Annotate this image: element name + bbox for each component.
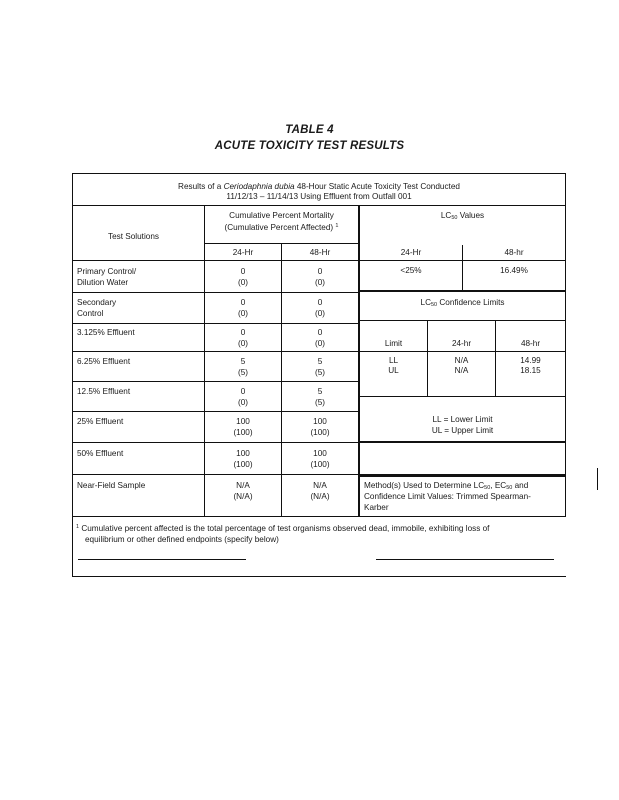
- affected-24hr: (0): [237, 309, 248, 318]
- method-line-2: Confidence Limit Values: Trimmed Spearman-: [364, 492, 531, 501]
- conf-limit-header: Limit: [384, 339, 403, 348]
- mortality-48hr: 100: [313, 417, 327, 426]
- mortality-24hr: 0: [240, 387, 246, 396]
- table-title: ACUTE TOXICITY TEST RESULTS: [214, 140, 405, 152]
- row-line-8: [72, 516, 566, 517]
- mortality-24hr: 100: [236, 417, 250, 426]
- row-label: Near-Field Sample: [77, 481, 146, 490]
- row-line-5: [72, 411, 359, 412]
- conf-values-line: [359, 396, 566, 397]
- conf-48hr-header: 48-hr: [520, 339, 541, 348]
- affected-24hr: (0): [237, 278, 248, 287]
- affected-48hr: (100): [310, 428, 330, 437]
- row-line-1: [72, 292, 359, 293]
- lc-bottom-thick: [358, 290, 566, 292]
- row-label-2: Control: [77, 309, 104, 318]
- row-line-2: [72, 323, 359, 324]
- mortality-48hr: 0: [317, 298, 323, 307]
- lc50-values-header: $LC_{50}$ Values: [440, 211, 485, 221]
- row-label: Primary Control/: [77, 267, 137, 276]
- header-line-2: 11/12/13 – 11/14/13 Using Effluent from Outfall 001: [226, 192, 412, 201]
- conf-ll-24hr: N/A: [454, 356, 469, 365]
- affected-48hr: (0): [314, 309, 325, 318]
- conf-ll-label: LL: [388, 356, 399, 365]
- affected-24hr: (0): [237, 398, 248, 407]
- conf-ul-label: UL: [388, 366, 399, 375]
- affected-48hr: (100): [310, 460, 330, 469]
- legend-upper-limit: UL = Upper Limit: [431, 426, 494, 435]
- row-line-6: [72, 442, 359, 443]
- affected-48hr: (0): [314, 339, 325, 348]
- legend-lower-limit: LL = Lower Limit: [432, 415, 493, 424]
- conf-header-line: [358, 351, 566, 352]
- row-line-4: [72, 381, 359, 382]
- mortality-24hr-header: 24-Hr: [232, 248, 254, 257]
- mortality-header-1: Cumulative Percent Mortality: [229, 211, 334, 220]
- lc50-24hr-header: 24-Hr: [400, 248, 422, 257]
- mortality-24hr: 0: [240, 298, 246, 307]
- mortality-48hr: 5: [317, 387, 323, 396]
- affected-48hr: (N/A): [310, 492, 330, 501]
- mortality-24hr: 100: [236, 449, 250, 458]
- row-label: 25% Effluent: [77, 417, 124, 426]
- footnote-line-2: equilibrium or other defined endpoints (specify below): [85, 535, 279, 544]
- conf-ul-48hr: 18.15: [520, 366, 541, 375]
- lc50-48hr-header: 48-hr: [504, 248, 524, 257]
- subheader-bottom-line: [72, 260, 359, 261]
- lc50-48hr-value: 16.49%: [500, 266, 528, 275]
- row-line-7: [72, 474, 359, 475]
- row-label: 12.5% Effluent: [77, 387, 131, 396]
- conf-ul-24hr: N/A: [454, 366, 469, 375]
- method-line-1: Method(s) Used to Determine $LC_{50}$, $EC_{50}$ and: [364, 481, 529, 491]
- header-line-1: Results of a Ceriodaphnia dubia 48-Hour Static Acute Toxicity Test Conducted: [178, 182, 460, 191]
- mortality-header-2: (Cumulative Percent Affected) $^1$: [224, 223, 339, 232]
- table-number: TABLE 4: [285, 124, 334, 136]
- mortality-48hr-header: 48-Hr: [309, 248, 331, 257]
- specify-line-1: [78, 559, 246, 560]
- lc50-24hr-value: <25%: [400, 266, 422, 275]
- affected-48hr: (5): [314, 398, 325, 407]
- affected-24hr: (0): [237, 339, 248, 348]
- footnote-line-1: $^1$ Cumulative percent affected is the total percentage of test organisms observed dead, immobile, exhibiting loss of: [76, 524, 490, 533]
- conf-bottom-thick: [358, 441, 566, 443]
- method-line-3: Karber: [364, 503, 389, 512]
- legend-bottom-thick: [358, 474, 566, 477]
- affected-24hr: (5): [237, 368, 248, 377]
- mortality-48hr: 0: [317, 267, 323, 276]
- affected-48hr: (5): [314, 368, 325, 377]
- row-label: 3.125% Effluent: [77, 328, 135, 337]
- header-bottom-line: [72, 205, 566, 206]
- mortality-24hr: 5: [240, 357, 246, 366]
- mortality-48hr: 5: [317, 357, 323, 366]
- mortality-24hr: 0: [240, 267, 246, 276]
- row-label: 50% Effluent: [77, 449, 124, 458]
- row-label-2: Dilution Water: [77, 278, 129, 287]
- conf-limits-title: $LC_{50}$ Confidence Limits: [420, 298, 505, 308]
- mortality-sub-line: [204, 243, 358, 244]
- mortality-48hr: 100: [313, 449, 327, 458]
- specify-line-2: [376, 559, 554, 560]
- mortality-48hr: 0: [317, 328, 323, 337]
- affected-24hr: (100): [233, 460, 253, 469]
- mortality-48hr: N/A: [313, 481, 327, 490]
- affected-24hr: (100): [233, 428, 253, 437]
- conf-24hr-header: 24-hr: [451, 339, 472, 348]
- table-right-border: [565, 173, 566, 517]
- table-top-border: [72, 173, 566, 174]
- mortality-24hr: 0: [240, 328, 246, 337]
- conf-ll-48hr: 14.99: [520, 356, 541, 365]
- table-bottom-border: [72, 576, 566, 577]
- affected-24hr: (N/A): [233, 492, 253, 501]
- test-solutions-header: Test Solutions: [108, 232, 159, 241]
- scan-mark: [597, 468, 598, 490]
- affected-48hr: (0): [314, 278, 325, 287]
- mortality-24hr: N/A: [236, 481, 250, 490]
- row-label: Secondary: [77, 298, 117, 307]
- row-label: 6.25% Effluent: [77, 357, 131, 366]
- conf-title-line: [358, 320, 566, 321]
- row-line-3: [72, 351, 359, 352]
